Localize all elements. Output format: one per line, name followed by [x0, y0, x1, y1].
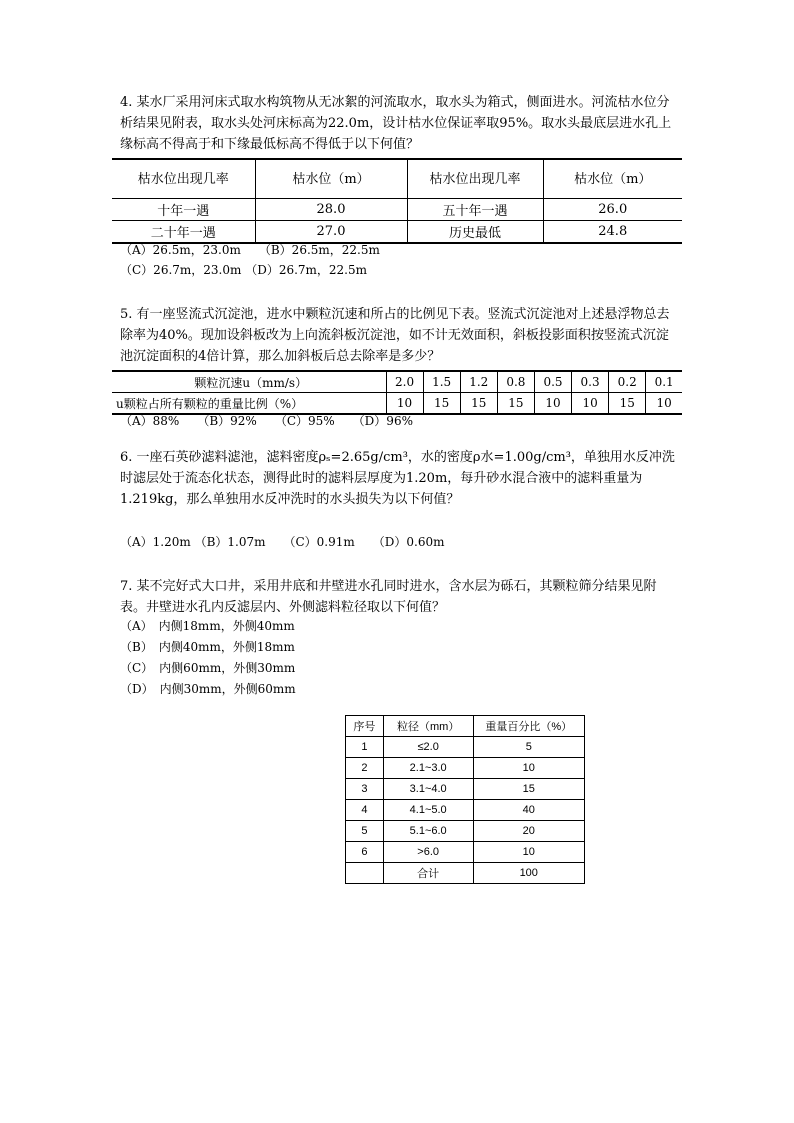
table-cell: 28.0: [255, 199, 407, 221]
table-header-row: [346, 716, 585, 737]
table-cell: 15: [473, 779, 585, 800]
question-6: [120, 447, 680, 510]
table-cell: 4.1~5.0: [383, 800, 473, 821]
table-cell: 15: [460, 393, 497, 415]
q4-options-line-2: （C）26.7m，23.0m （D）26.7m，22.5m: [120, 263, 368, 277]
row-label: 颗粒沉速u（mm/s）: [112, 371, 386, 393]
table-row: [346, 779, 585, 800]
table-cell: 10: [473, 842, 585, 863]
q4-options-line-1: （A）26.5m，23.0m （B）26.5m，22.5m: [120, 243, 380, 257]
question-6-stem: 6. 一座石英砂滤料滤池，滤料密度ρₛ=2.65g/cm³，水的密度ρ水=1.00g/cm³，单独用水反冲洗时滤层处于流态化状态，测得此时的滤料层厚度为1.20m，每升砂水混合液中的滤料重量为: [120, 450, 675, 486]
table-cell: >6.0: [383, 842, 473, 863]
table-cell: 二十年一遇: [112, 221, 255, 244]
question-7-stem: 7. 某不完好式大口井，采用井底和井壁进水孔同时进水，含水层为砾石，其颗粒筛分结果见附表。井壁进水孔内反滤层内、外侧滤料粒径取以下何值？: [120, 579, 657, 615]
table-row: [112, 371, 682, 393]
question-7: [120, 576, 680, 618]
question-6-stem-cont: 1.219kg，那么单独用水反冲洗时的水头损失为以下何值？: [120, 492, 460, 507]
table-row: [112, 199, 682, 221]
table-row: [346, 821, 585, 842]
header-cell: 序号: [346, 716, 384, 737]
q7-option-a: （A） 内侧18mm，外侧40mm: [120, 619, 295, 633]
table-cell: 2: [346, 758, 384, 779]
table-row: [346, 737, 585, 758]
table-cell: 24.8: [543, 221, 682, 244]
question-4-stem: 4. 某水厂采用河床式取水构筑物从无冰絮的河流取水，取水头为箱式，侧面进水。河流枯水位分析结果见附表，取水头处河床标高为22.0m，设计枯水位保证率取95%。取水头最底层进水孔上缘标高不得高于和下缘最低标高不得低于以下何值？: [120, 95, 672, 152]
question-5: [120, 304, 680, 367]
table-cell: 5.1~6.0: [383, 821, 473, 842]
q7-option-d: （D） 内侧30mm，外侧60mm: [120, 682, 296, 696]
table-cell: 10: [572, 393, 609, 415]
table-cell: 3: [346, 779, 384, 800]
table-cell: 100: [473, 863, 585, 884]
question-5-stem: 5. 有一座竖流式沉淀池，进水中颗粒沉速和所占的比例见下表。竖流式沉淀池对上述悬浮物总去除率为40%。现加设斜板改为上向流斜板沉淀池，如不计无效面积，斜板投影面积按竖流式沉淀池沉淀面积的4倍计算，那么加斜板后总去除率是多少？: [120, 307, 670, 364]
header-cell: 枯水位（m）: [543, 159, 682, 199]
table-cell: 6: [346, 842, 384, 863]
header-cell: 枯水位出现几率: [112, 159, 255, 199]
table-cell: 40: [473, 800, 585, 821]
table-cell: 10: [646, 393, 682, 415]
table-total-row: [346, 863, 585, 884]
q7-option-c: （C） 内侧60mm，外侧30mm: [120, 661, 296, 675]
table-cell: 0.5: [534, 371, 571, 393]
q5-settling-table: [112, 370, 682, 415]
q5-options: （A）88% （B）92% （C）95% （D）96%: [120, 414, 413, 428]
table-cell: 0.1: [646, 371, 682, 393]
q4-water-level-table: [112, 158, 682, 244]
table-cell: 1: [346, 737, 384, 758]
table-cell: 5: [473, 737, 585, 758]
table-cell: 15: [423, 393, 460, 415]
table-cell: 合计: [383, 863, 473, 884]
header-cell: 重量百分比（%）: [473, 716, 585, 737]
table-cell: 26.0: [543, 199, 682, 221]
q6-options: （A）1.20m （B）1.07m （C）0.91m （D）0.60m: [120, 535, 445, 549]
header-cell: 枯水位（m）: [255, 159, 407, 199]
table-cell: 2.1~3.0: [383, 758, 473, 779]
table-cell: 1.5: [423, 371, 460, 393]
table-cell: 15: [609, 393, 646, 415]
table-header-row: [112, 159, 682, 199]
table-cell: 27.0: [255, 221, 407, 244]
table-cell: 1.2: [460, 371, 497, 393]
table-cell: 3.1~4.0: [383, 779, 473, 800]
table-cell: [346, 863, 384, 884]
table-cell: 5: [346, 821, 384, 842]
table-cell: 10: [473, 758, 585, 779]
table-row: [346, 800, 585, 821]
table-row: [346, 842, 585, 863]
q7-option-b: （B） 内侧40mm，外侧18mm: [120, 640, 295, 654]
table-cell: 15: [497, 393, 534, 415]
table-cell: 0.2: [609, 371, 646, 393]
q7-sieve-table: [345, 715, 585, 884]
question-4: [120, 92, 680, 155]
table-cell: 五十年一遇: [407, 199, 543, 221]
table-cell: 20: [473, 821, 585, 842]
row-label: u颗粒占所有颗粒的重量比例（%）: [112, 393, 386, 415]
table-cell: 历史最低: [407, 221, 543, 244]
table-cell: 10: [534, 393, 571, 415]
header-cell: 枯水位出现几率: [407, 159, 543, 199]
table-cell: 10: [386, 393, 423, 415]
table-cell: 4: [346, 800, 384, 821]
table-cell: ≤2.0: [383, 737, 473, 758]
table-row: [346, 758, 585, 779]
header-cell: 粒径（mm）: [383, 716, 473, 737]
table-cell: 0.8: [497, 371, 534, 393]
table-cell: 0.3: [572, 371, 609, 393]
table-cell: 2.0: [386, 371, 423, 393]
table-cell: 十年一遇: [112, 199, 255, 221]
